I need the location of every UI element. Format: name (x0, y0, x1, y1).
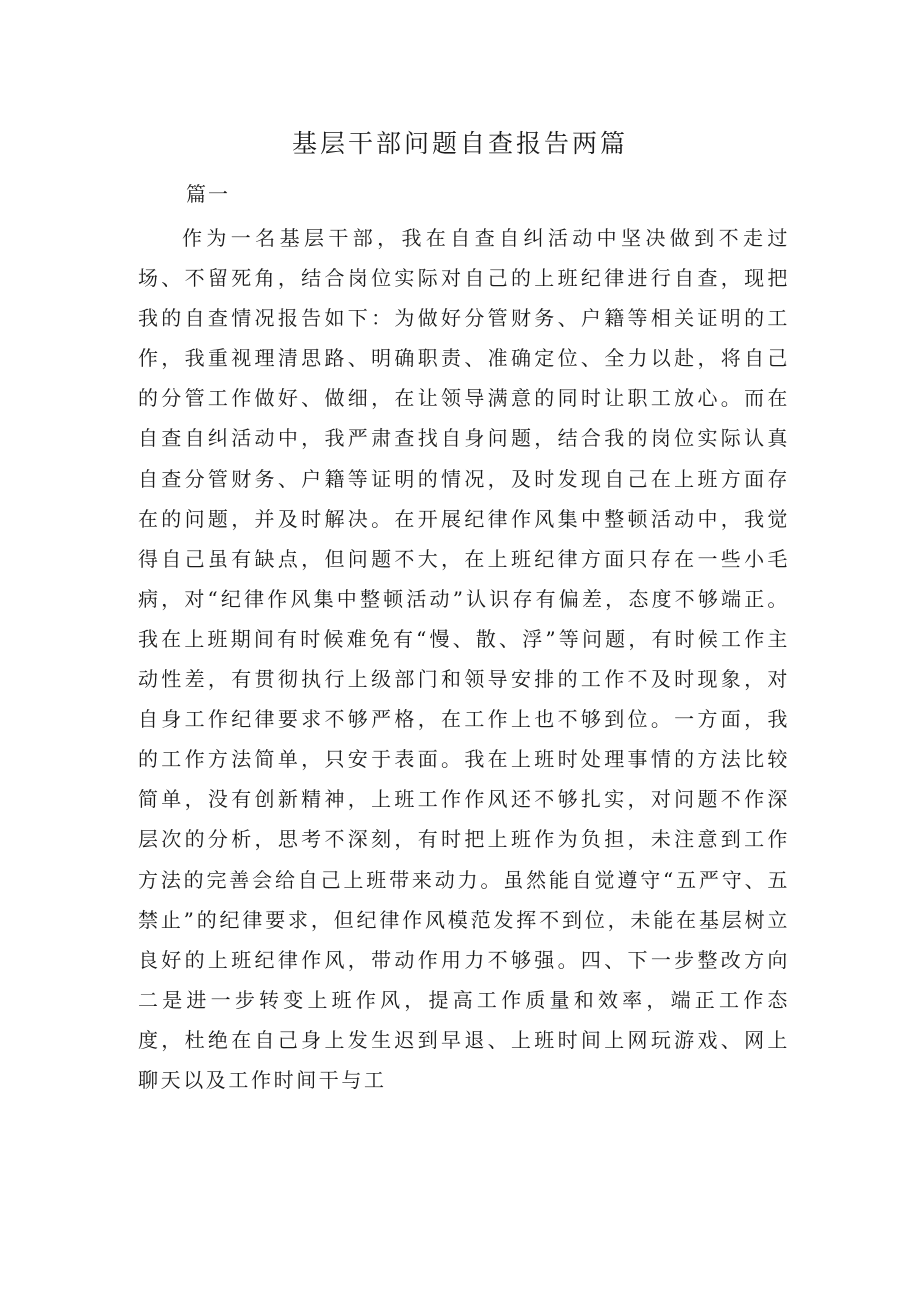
section-heading: 篇一 (186, 182, 230, 206)
body-paragraph: 作为一名基层干部，我在自查自纠活动中坚决做到不走过场、不留死角，结合岗位实际对自己的上班纪律进行自查，现把我的自查情况报告如下：为做好分管财务、户籍等相关证明的工作，我重视理清思路、明确职责、准确定位、全力以赴，将自己的分管工作做好、做细，在让领导满意的同时让职工放心。而在自查自纠活动中，我严肃查找自身问题，结合我的岗位实际认真自查分管财务、户籍等证明的情况，及时发现自己在上班方面存在的问题，并及时解决。在开展纪律作风集中整顿活动中，我觉得自己虽有缺点，但问题不大，在上班纪律方面只存在一些小毛病，对“纪律作风集中整顿活动”认识存有偏差，态度不够端正。我在上班期间有时候难免有“慢、散、浮”等问题，有时候工作主动性差，有贯彻执行上级部门和领导安排的工作不及时现象，对自身工作纪律要求不够严格，在工作上也不够到位。一方面，我的工作方法简单，只安于表面。我在上班时处理事情的方法比较简单，没有创新精神，上班工作作风还不够扎实，对问题不作深层次的分析，思考不深刻，有时把上班作为负担，未注意到工作方法的完善会给自己上班带来动力。虽然能自觉遵守“五严守、五禁止”的纪律要求，但纪律作风模范发挥不到位，未能在基层树立良好的上班纪律作风，带动作用力不够强。四、下一步整改方向二是进一步转变上班作风，提高工作质量和效率，端正工作态度，杜绝在自己身上发生迟到早退、上班时间上网玩游戏、网上聊天以及工作时间干与工 (138, 226, 790, 1092)
document-title: 基层干部问题自查报告两篇 (291, 129, 628, 158)
